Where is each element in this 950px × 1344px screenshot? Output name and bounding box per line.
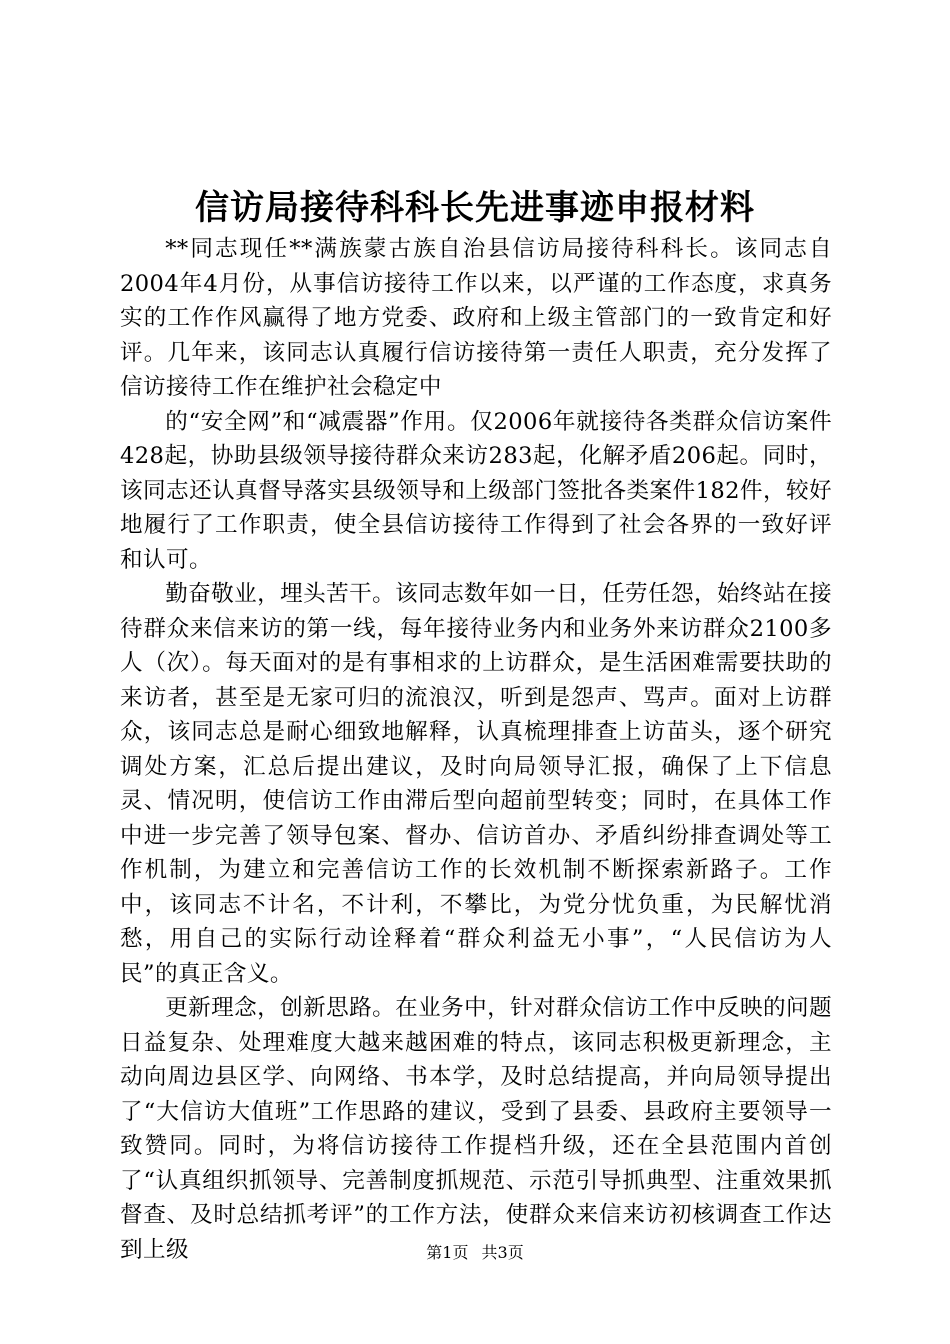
paragraph: **同志现任**满族蒙古族自治县信访局接待科科长。该同志自2004年4月份，从事信访接待工作以来，以严谨的工作态度，求真务实的工作作风赢得了地方党委、政府和上级主管部门的一致肯定和好评。几年来，该同志认真履行信访接待第一责任人职责，充分发挥了信访接待工作在维护社会稳定中: [120, 236, 832, 400]
page-total: 共3页: [481, 1243, 524, 1262]
document-title: 信访局接待科科长先进事迹申报材料: [195, 188, 755, 228]
paragraph: 的“安全网”和“减震器”作用。仅2006年就接待各类群众信访案件428起，协助县级领导接待群众来访283起，化解矛盾206起。同时，该同志还认真督导落实县级领导和上级部门签批各类案件182件，较好地履行了工作职责，使全县信访接待工作得到了社会各界的一致好评和认可。: [120, 408, 832, 573]
paragraph: 勤奋敬业，埋头苦干。该同志数年如一日，任劳任怨，始终站在接待群众来信来访的第一线，每年接待业务内和业务外来访群众2100多人（次）。每天面对的是有事相求的上访群众，是生活困难需要扶助的来访者，甚至是无家可归的流浪汉，听到是怨声、骂声。面对上访群众，该同志总是耐心细致地解释，认真梳理排查上访苗头，逐个研究调处方案，汇总后提出建议，及时向局领导汇报，确保了上下信息灵、情况明，使信访工作由滞后型向超前型转变；同时，在具体工作中进一步完善了领导包案、督办、信访首办、矛盾纠纷排查调处等工作机制，为建立和完善信访工作的长效机制不断探索新路子。工作中，该同志不计名，不计利，不攀比，为党分忧负重，为民解忧消愁，用自己的实际行动诠释着“群众利益无小事”，“人民信访为人民”的真正含义。: [120, 581, 833, 987]
document-body: [120, 232, 832, 1267]
page-number: 第1页: [426, 1243, 469, 1262]
page-footer: [0, 1242, 950, 1264]
paragraph: 更新理念，创新思路。在业务中，针对群众信访工作中反映的问题日益复杂、处理难度大越来越困难的特点，该同志积极更新理念，主动向周边县区学、向网络、书本学，及时总结提高，并向局领导提出了“大信访大值班”工作思路的建议，受到了县委、县政府主要领导一致赞同。同时，为将信访接待工作提档升级，还在全县范围内首创了“认真组织抓领导、完善制度抓规范、示范引导抓典型、注重效果抓督查、及时总结抓考评”的工作方法，使群众来信来访初核调查工作达到上级: [120, 995, 833, 1263]
